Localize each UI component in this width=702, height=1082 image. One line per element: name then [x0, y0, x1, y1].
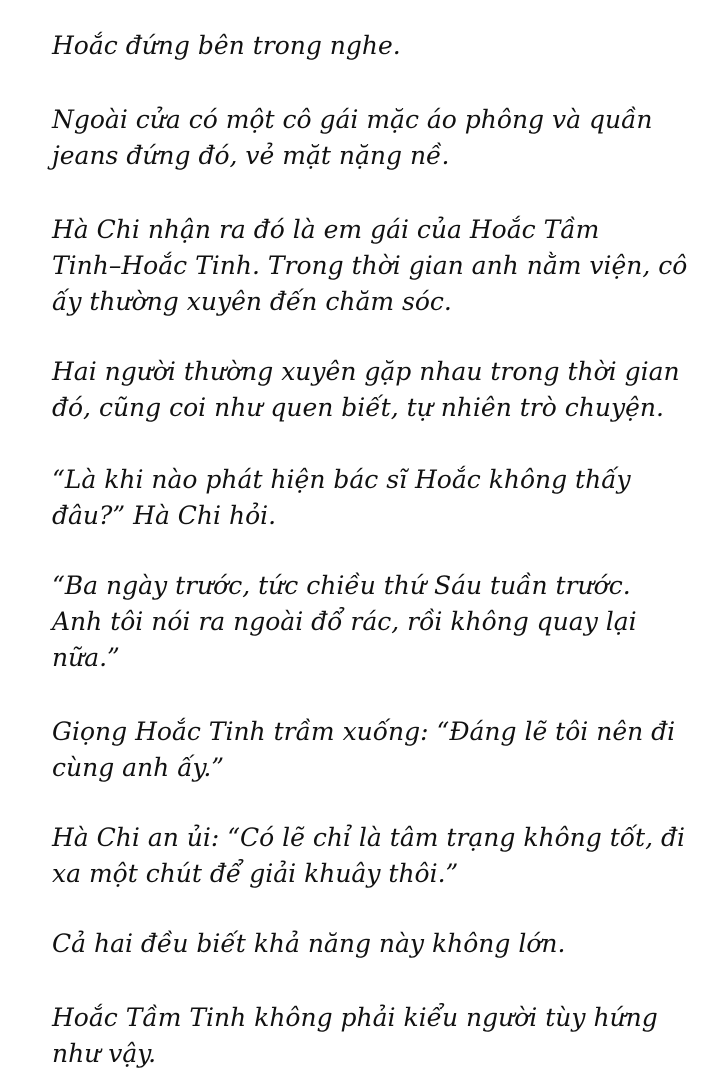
paragraph-5: [52, 462, 682, 534]
text-line: Hà Chi nhận ra đó là em gái của Hoắc Tầm: [52, 215, 600, 244]
paragraph-3: [52, 212, 688, 320]
paragraph-7: [52, 714, 682, 786]
text-line: Anh tôi nói ra ngoài đổ rác, rồi không quay lại: [52, 607, 637, 636]
text-line: xa một chút để giải khuây thôi.”: [52, 859, 459, 888]
text-line: Cả hai đều biết khả năng này không lớn.: [52, 929, 566, 958]
paragraph-2: [52, 102, 682, 174]
text-line: nữa.”: [52, 643, 120, 672]
text-line: như vậy.: [52, 1039, 157, 1068]
paragraph-1: [52, 28, 682, 64]
paragraph-8: [52, 820, 685, 892]
text-line: Hai người thường xuyên gặp nhau trong thời gian: [52, 357, 680, 386]
text-line: Giọng Hoắc Tinh trầm xuống: “Đáng lẽ tôi nên đi: [52, 717, 676, 746]
text-line: ấy thường xuyên đến chăm sóc.: [52, 287, 452, 316]
paragraph-9: [52, 926, 682, 962]
paragraph-10: [52, 1000, 682, 1072]
text-line: “Ba ngày trước, tức chiều thứ Sáu tuần trước.: [52, 571, 631, 600]
text-line: jeans đứng đó, vẻ mặt nặng nề.: [52, 141, 450, 170]
text-line: Hoắc đứng bên trong nghe.: [52, 31, 401, 60]
text-line: Hoắc Tầm Tinh không phải kiểu người tùy hứng: [52, 1003, 658, 1032]
paragraph-6: [52, 568, 682, 676]
text-line: Tinh–Hoắc Tinh. Trong thời gian anh nằm viện, cô: [52, 251, 688, 280]
text-line: Hà Chi an ủi: “Có lẽ chỉ là tâm trạng không tốt, đi: [52, 823, 685, 852]
text-line: Ngoài cửa có một cô gái mặc áo phông và quần: [52, 105, 653, 134]
text-line: cùng anh ấy.”: [52, 753, 225, 782]
text-line: đâu?” Hà Chi hỏi.: [52, 501, 277, 530]
text-line: đó, cũng coi như quen biết, tự nhiên trò chuyện.: [52, 393, 664, 422]
paragraph-4: [52, 354, 682, 426]
text-line: “Là khi nào phát hiện bác sĩ Hoắc không thấy: [52, 465, 631, 494]
